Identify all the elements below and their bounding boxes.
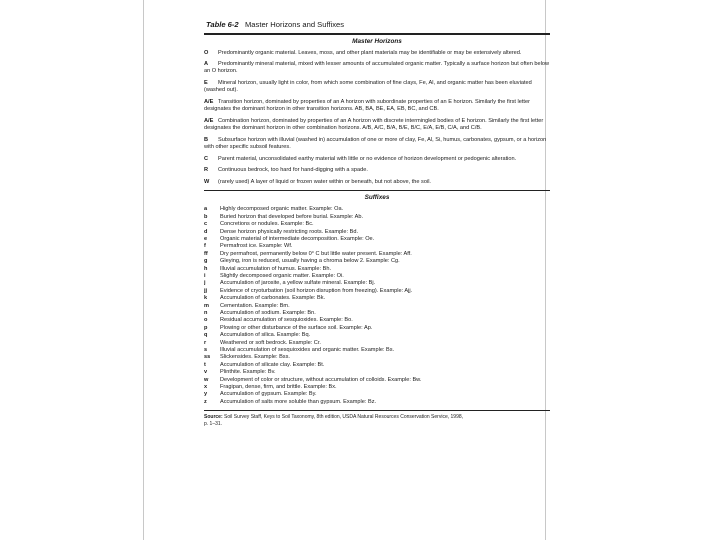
suffix-description: Organic material of intermediate decomposition. Example: Oe. <box>220 235 375 242</box>
horizon-entry <box>204 61 550 76</box>
source-note <box>204 414 550 428</box>
suffix-description: Dry permafrost, permanently below 0° C but little water present. Example: Aff. <box>220 250 412 257</box>
suffix-code: x <box>204 384 208 391</box>
horizon-list <box>204 50 550 187</box>
suffix-code: m <box>204 302 209 309</box>
suffix-code: b <box>204 213 208 220</box>
suffix-code: q <box>204 332 208 339</box>
horizon-description: Combination horizon, dominated by properties of an A horizon with discrete intermingled bodies of E horizon. Similarly the first letter designates the dominant horizon in other combination horizons. A/B, A/C, B/A, B/E, B/C, E/A, E/B, C/A, and C/B. <box>204 117 544 132</box>
horizon-entry <box>204 118 550 133</box>
suffix-entry <box>204 243 550 250</box>
suffix-code: h <box>204 265 208 272</box>
suffix-entry <box>204 354 550 361</box>
horizon-code: A/E <box>204 98 214 105</box>
horizon-description: Predominantly organic material. Leaves, moss, and other plant materials may be identifiable or may be extensively altered. <box>218 49 522 56</box>
suffix-description: Residual accumulation of sesquioxides. Example: Bo. <box>220 317 353 324</box>
suffix-entry <box>204 362 550 369</box>
horizon-description: Mineral horizon, usually light in color, from which some combination of fine clays, Fe, Al, and organic matter has been eluviated (washed out). <box>204 79 532 94</box>
suffix-code: k <box>204 295 208 302</box>
suffix-code: t <box>204 361 206 368</box>
suffix-description: Development of color or structure, without accumulation of colloids. Example: Bw. <box>220 376 422 383</box>
suffix-code: g <box>204 258 208 265</box>
suffix-description: Accumulation of sodium. Example: Bn. <box>220 310 316 317</box>
horizon-code: C <box>204 155 209 162</box>
horizon-entry <box>204 50 550 57</box>
bottom-rule <box>204 410 550 411</box>
suffix-description: Slightly decomposed organic matter. Example: Oi. <box>220 272 344 279</box>
horizon-code: W <box>204 178 210 185</box>
suffix-entry <box>204 340 550 347</box>
suffix-code: s <box>204 347 208 354</box>
horizon-description: Transition horizon, dominated by properties of an A horizon with subordinate properties of an E horizon. Similarly the first letter designates the dominant horizon in other transition horizons. AB, BA, BE, EA, EB, BC, and CB. <box>204 98 530 113</box>
horizon-entry <box>204 137 550 152</box>
suffix-entry <box>204 369 550 376</box>
horizon-description: Continuous bedrock, too hard for hand-digging with a spade. <box>218 167 368 174</box>
suffix-code: y <box>204 391 208 398</box>
suffix-code: e <box>204 235 208 242</box>
suffix-code: a <box>204 206 208 213</box>
horizon-code: A/E <box>204 117 214 124</box>
suffix-description: Concretions or nodules. Example: Bc. <box>220 221 314 228</box>
horizon-description: Predominantly mineral material, mixed with lesser amounts of accumulated organic matter. Typically a surface horizon but often below an O horizon. <box>204 61 550 75</box>
suffix-entry <box>204 214 550 221</box>
suffix-entry <box>204 347 550 354</box>
suffix-description: Plinthite. Example: Bv. <box>220 369 276 376</box>
suffix-code: f <box>204 243 206 250</box>
suffix-description: Weathered or soft bedrock. Example: Cr. <box>220 339 321 346</box>
suffix-entry <box>204 266 550 273</box>
suffix-code: c <box>204 221 208 228</box>
page-border-left <box>143 0 144 540</box>
suffix-code: p <box>204 324 208 331</box>
suffix-entry <box>204 317 550 324</box>
suffix-code: j <box>204 280 206 287</box>
suffix-description: Plowing or other disturbance of the surface soil. Example: Ap. <box>220 324 373 331</box>
suffix-entry <box>204 303 550 310</box>
horizon-entry <box>204 179 550 186</box>
suffix-code: d <box>204 228 208 235</box>
suffix-description: Cementation. Example: Bm. <box>220 302 290 309</box>
horizon-description: Subsurface horizon with illuvial (washed in) accumulation of one or more of clay, Fe, Al, Si, humus, carbonates, gypsum, or a horizon with other specific subsoil features. <box>204 136 547 150</box>
suffix-description: Illuvial accumulation of humus. Example: Bh. <box>220 265 331 272</box>
suffix-description: Accumulation of gypsum. Example: By. <box>220 391 317 398</box>
suffix-description: Permafrost ice. Example: Wf. <box>220 243 293 250</box>
suffix-description: Buried horizon that developed before burial. Example: Ab. <box>220 213 364 220</box>
horizon-entry <box>204 156 550 163</box>
suffix-entry <box>204 273 550 280</box>
horizon-entry <box>204 99 550 114</box>
suffix-code: n <box>204 310 208 317</box>
horizon-entry <box>204 80 550 95</box>
suffix-code: v <box>204 369 208 376</box>
suffix-code: ff <box>204 250 208 257</box>
suffix-entry <box>204 206 550 213</box>
mid-rule <box>204 190 550 191</box>
suffix-code: jj <box>204 287 208 294</box>
suffix-entry <box>204 251 550 258</box>
suffix-entry <box>204 377 550 384</box>
suffix-description: Fragipan, dense, firm, and brittle. Example: Bx. <box>220 384 337 391</box>
horizon-code: E <box>204 79 208 86</box>
suffix-description: Accumulation of jarosite, a yellow sulfate mineral. Example: Bj. <box>220 280 376 287</box>
suffix-description: Slickensides. Example: Bss. <box>220 354 290 361</box>
horizon-entry <box>204 167 550 174</box>
suffix-code: i <box>204 272 206 279</box>
top-rule <box>204 33 550 35</box>
table-title <box>206 20 550 30</box>
horizon-code: O <box>204 49 209 56</box>
suffix-entry <box>204 258 550 265</box>
suffix-entry <box>204 221 550 228</box>
suffix-entry <box>204 325 550 332</box>
suffix-description: Accumulation of carbonates. Example: Bk. <box>220 295 326 302</box>
source-label: Source: <box>204 414 223 421</box>
suffix-code: z <box>204 398 207 405</box>
suffix-entry <box>204 310 550 317</box>
suffix-entry <box>204 236 550 243</box>
suffix-code: o <box>204 317 208 324</box>
suffix-entry <box>204 384 550 391</box>
suffix-description: Dense horizon physically restricting roots. Example: Bd. <box>220 228 359 235</box>
suffix-entry <box>204 288 550 295</box>
suffix-entry <box>204 295 550 302</box>
suffix-description: Accumulation of silica. Example: Bq. <box>220 332 311 339</box>
table-number: Table 6-2 <box>206 20 239 29</box>
horizon-code: R <box>204 167 209 174</box>
suffixes-heading: Suffixes <box>364 194 390 202</box>
horizon-code: B <box>204 136 209 143</box>
source-text: Soil Survey Staff, Keys to Soil Taxonomy, 8th edition, USDA Natural Resources Conservation Service, 1998, <box>224 414 464 421</box>
source-pages: p. 1–31. <box>204 421 223 428</box>
suffix-entry <box>204 280 550 287</box>
suffix-description: Accumulation of salts more soluble than gypsum. Example: Bz. <box>220 398 377 405</box>
suffix-code: ss <box>204 354 211 361</box>
suffix-description: Gleying, iron is reduced, usually having a chroma below 2. Example: Cg. <box>220 258 400 265</box>
suffix-code: w <box>204 376 209 383</box>
table-caption: Master Horizons and Suffixes <box>244 20 345 29</box>
horizon-description: (rarely used) A layer of liquid or frozen water within or beneath, but not above, the soil. <box>218 178 431 185</box>
suffix-entry <box>204 229 550 236</box>
suffix-description: Illuvial accumulation of sesquioxides and organic matter. Example: Bs. <box>220 347 395 354</box>
suffix-description: Evidence of cryoturbation (soil horizon disruption from freezing). Example: Ajj. <box>220 287 413 294</box>
document-page <box>204 20 550 540</box>
suffix-entry <box>204 332 550 339</box>
suffix-description: Accumulation of silicate clay. Example: Bt. <box>220 361 325 368</box>
suffix-description: Highly decomposed organic matter. Example: Oa. <box>220 206 344 213</box>
suffix-code: r <box>204 339 207 346</box>
horizon-description: Parent material, unconsolidated earthy material with little or no evidence of horizon development or pedogenic alteration. <box>218 155 517 162</box>
suffix-list <box>204 206 550 406</box>
horizon-code: A <box>204 61 209 68</box>
suffix-entry <box>204 399 550 406</box>
master-horizons-heading: Master Horizons <box>352 37 402 45</box>
suffix-entry <box>204 391 550 398</box>
